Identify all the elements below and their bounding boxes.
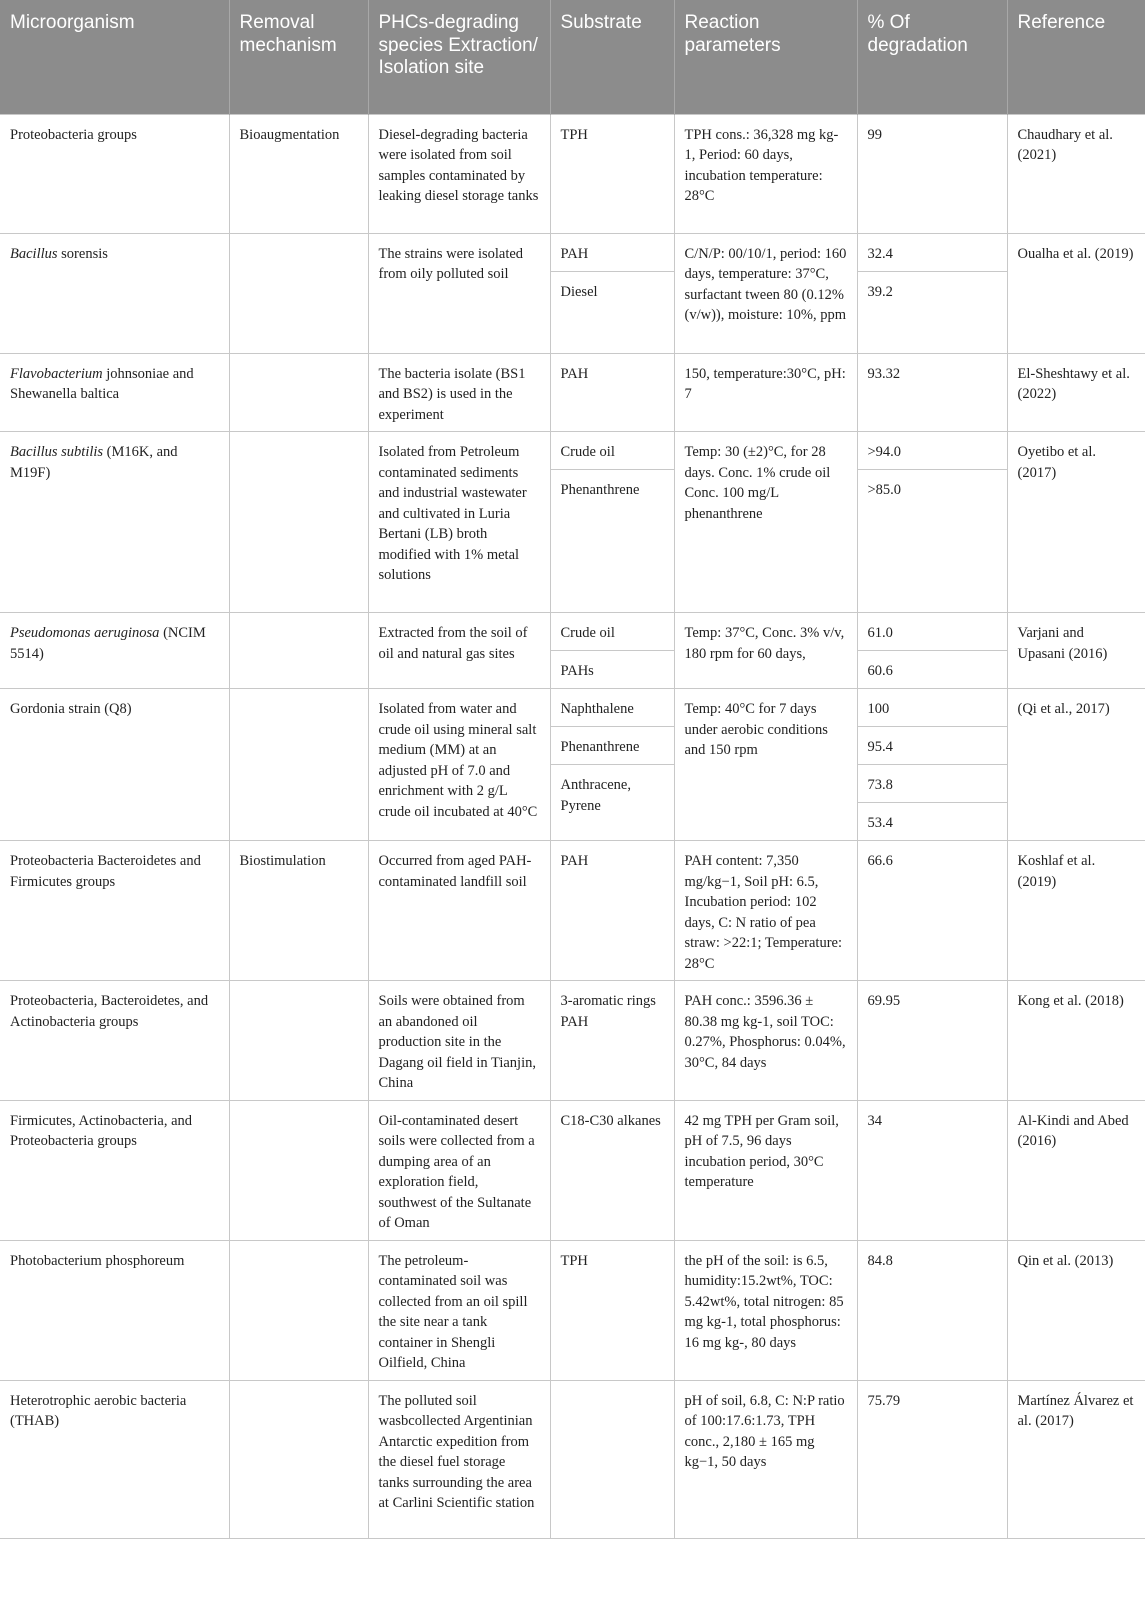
substrate-cell: C18-C30 alkanes — [550, 1100, 674, 1240]
params-cell: Temp: 40°C for 7 days under aerobic conditions and 150 rpm — [674, 689, 857, 841]
organism-genus: Pseudomonas aeruginosa — [10, 625, 160, 641]
reference-cell: (Qi et al., 2017) — [1007, 689, 1145, 841]
organism-cell — [0, 613, 229, 689]
col-header-microorganism: Microorganism — [0, 0, 229, 114]
organism-cell: Proteobacteria groups — [0, 114, 229, 233]
table-body — [0, 114, 1145, 1538]
table-row — [0, 981, 1145, 1101]
substrate-cell: Naphthalene — [550, 689, 674, 727]
substrate-cell: PAH — [550, 353, 674, 432]
site-cell: The petroleum-contaminated soil was collected from an oil spill the site near a tank container in Shengli Oilfield, China — [368, 1240, 550, 1380]
mechanism-cell — [229, 1100, 368, 1240]
degradation-cell: 61.0 — [857, 613, 1007, 651]
table-row — [0, 613, 1145, 651]
mechanism-cell — [229, 432, 368, 613]
substrate-cell: TPH — [550, 1240, 674, 1380]
substrate-cell: Anthracene, Pyrene — [550, 765, 674, 841]
table-row — [0, 1240, 1145, 1380]
degradation-cell: 84.8 — [857, 1240, 1007, 1380]
col-header-removal-mechanism: Removal mechanism — [229, 0, 368, 114]
params-cell: C/N/P: 00/10/1, period: 160 days, temperature: 37°C, surfactant tween 80 (0.12% (v/w)), moisture: 10%, ppm — [674, 233, 857, 353]
params-cell: pH of soil, 6.8, C: N:P ratio of 100:17.6:1.73, TPH conc., 2,180 ± 165 mg kg−1, 50 days — [674, 1380, 857, 1538]
mechanism-cell: Bioaugmentation — [229, 114, 368, 233]
degradation-cell: 66.6 — [857, 841, 1007, 981]
site-cell: Soils were obtained from an abandoned oil production site in the Dagang oil field in Tianjin, China — [368, 981, 550, 1101]
reference-cell: Chaudhary et al. (2021) — [1007, 114, 1145, 233]
table-row — [0, 1380, 1145, 1538]
table-row — [0, 353, 1145, 432]
site-cell: Isolated from Petroleum contaminated sediments and industrial wastewater and cultivated in Luria Bertani (LB) broth modified with 1% metal solutions — [368, 432, 550, 613]
degradation-cell: 93.32 — [857, 353, 1007, 432]
organism-species: sorensis — [57, 245, 108, 262]
mechanism-cell — [229, 981, 368, 1101]
degradation-cell: >85.0 — [857, 470, 1007, 613]
reference-cell: El-Sheshtawy et al. (2022) — [1007, 353, 1145, 432]
params-cell: the pH of the soil: is 6.5, humidity:15.2wt%, TOC: 5.42wt%, total nitrogen: 85 mg kg-1, total phosphorus: 16 mg kg-, 80 days — [674, 1240, 857, 1380]
table-row — [0, 114, 1145, 233]
params-cell: PAH conc.: 3596.36 ± 80.38 mg kg-1, soil TOC: 0.27%, Phosphorus: 0.04%, 30°C, 84 days — [674, 981, 857, 1101]
table-header — [0, 0, 1145, 114]
reference-cell: Kong et al. (2018) — [1007, 981, 1145, 1101]
substrate-cell: Crude oil — [550, 432, 674, 470]
col-header-reaction-parameters: Reaction parameters — [674, 0, 857, 114]
degradation-cell: 75.79 — [857, 1380, 1007, 1538]
reference-cell: Qin et al. (2013) — [1007, 1240, 1145, 1380]
substrate-cell: TPH — [550, 114, 674, 233]
reference-cell: Varjani and Upasani (2016) — [1007, 613, 1145, 689]
degradation-cell: 100 — [857, 689, 1007, 727]
site-cell: Isolated from water and crude oil using mineral salt medium (MM) at an adjusted pH of 7.0 and enrichment with 2 g/L crude oil incubated at 40°C — [368, 689, 550, 841]
params-cell: TPH cons.: 36,328 mg kg-1, Period: 60 days, incubation temperature: 28°C — [674, 114, 857, 233]
degradation-cell: 69.95 — [857, 981, 1007, 1101]
organism-cell: Gordonia strain (Q8) — [0, 689, 229, 841]
substrate-cell: PAHs — [550, 651, 674, 689]
mechanism-cell — [229, 689, 368, 841]
degradation-cell: >94.0 — [857, 432, 1007, 470]
substrate-cell: PAH — [550, 841, 674, 981]
site-cell: The strains were isolated from oily polluted soil — [368, 233, 550, 353]
site-cell: The polluted soil wasbcollected Argentinian Antarctic expedition from the diesel fuel storage tanks surrounding the area at Carlini Scientific station — [368, 1380, 550, 1538]
organism-cell: Proteobacteria, Bacteroidetes, and Actinobacteria groups — [0, 981, 229, 1101]
params-cell: 150, temperature:30°C, pH: 7 — [674, 353, 857, 432]
table-row — [0, 432, 1145, 470]
substrate-cell — [550, 1380, 674, 1538]
organism-genus: Bacillus — [10, 245, 58, 262]
organism-genus: Flavobacterium — [10, 365, 103, 382]
mechanism-cell — [229, 613, 368, 689]
mechanism-cell — [229, 1380, 368, 1538]
degradation-cell: 53.4 — [857, 803, 1007, 841]
site-cell: The bacteria isolate (BS1 and BS2) is used in the experiment — [368, 353, 550, 432]
organism-species: johnsoniae and Shewanella baltica — [10, 365, 194, 402]
substrate-cell: Diesel — [550, 271, 674, 353]
site-cell: Occurred from aged PAH-contaminated landfill soil — [368, 841, 550, 981]
organism-cell — [0, 233, 229, 353]
header-row — [0, 0, 1145, 114]
mechanism-cell — [229, 1240, 368, 1380]
mechanism-cell: Biostimulation — [229, 841, 368, 981]
organism-cell: Firmicutes, Actinobacteria, and Proteobacteria groups — [0, 1100, 229, 1240]
table-row — [0, 689, 1145, 727]
degradation-cell: 39.2 — [857, 271, 1007, 353]
col-header-reference: Reference — [1007, 0, 1145, 114]
reference-cell: Martínez Álvarez et al. (2017) — [1007, 1380, 1145, 1538]
organism-species: (NCIM 5514) — [10, 625, 206, 662]
substrate-cell: Crude oil — [550, 613, 674, 651]
table-row — [0, 841, 1145, 981]
reference-cell: Oualha et al. (2019) — [1007, 233, 1145, 353]
site-cell: Extracted from the soil of oil and natural gas sites — [368, 613, 550, 689]
site-cell: Diesel-degrading bacteria were isolated from soil samples contaminated by leaking diesel storage tanks — [368, 114, 550, 233]
params-cell: 42 mg TPH per Gram soil, pH of 7.5, 96 days incubation period, 30°C temperature — [674, 1100, 857, 1240]
degradation-cell: 99 — [857, 114, 1007, 233]
organism-cell — [0, 432, 229, 613]
mechanism-cell — [229, 353, 368, 432]
params-cell: Temp: 30 (±2)°C, for 28 days. Conc. 1% crude oil Conc. 100 mg/L phenanthrene — [674, 432, 857, 613]
organism-cell: Photobacterium phosphoreum — [0, 1240, 229, 1380]
site-cell: Oil-contaminated desert soils were collected from a dumping area of an exploration field, southwest of the Sultanate of Oman — [368, 1100, 550, 1240]
reference-cell: Koshlaf et al. (2019) — [1007, 841, 1145, 981]
params-cell: PAH content: 7,350 mg/kg−1, Soil pH: 6.5, Incubation period: 102 days, C: N ratio of pea straw: >22:1; Temperature: 28°C — [674, 841, 857, 981]
col-header-degradation: % Of degradation — [857, 0, 1007, 114]
organism-cell: Heterotrophic aerobic bacteria (THAB) — [0, 1380, 229, 1538]
degradation-cell: 32.4 — [857, 233, 1007, 271]
substrate-cell: Phenanthrene — [550, 727, 674, 765]
degradation-cell: 73.8 — [857, 765, 1007, 803]
degradation-cell: 95.4 — [857, 727, 1007, 765]
organism-species: (M16K, and M19F) — [10, 444, 178, 481]
substrate-cell: Phenanthrene — [550, 470, 674, 613]
params-cell: Temp: 37°C, Conc. 3% v/v, 180 rpm for 60 days, — [674, 613, 857, 689]
col-header-substrate: Substrate — [550, 0, 674, 114]
reference-cell: Oyetibo et al. (2017) — [1007, 432, 1145, 613]
substrate-cell: PAH — [550, 233, 674, 271]
organism-cell — [0, 353, 229, 432]
degradation-cell: 60.6 — [857, 651, 1007, 689]
table-row — [0, 233, 1145, 271]
col-header-isolation-site: PHCs-degrading species Extraction/ Isolation site — [368, 0, 550, 114]
organism-cell: Proteobacteria Bacteroidetes and Firmicutes groups — [0, 841, 229, 981]
organism-genus: Bacillus subtilis — [10, 444, 104, 460]
table-row — [0, 1100, 1145, 1240]
mechanism-cell — [229, 233, 368, 353]
degradation-cell: 34 — [857, 1100, 1007, 1240]
reference-cell: Al-Kindi and Abed (2016) — [1007, 1100, 1145, 1240]
substrate-cell: 3-aromatic rings PAH — [550, 981, 674, 1101]
